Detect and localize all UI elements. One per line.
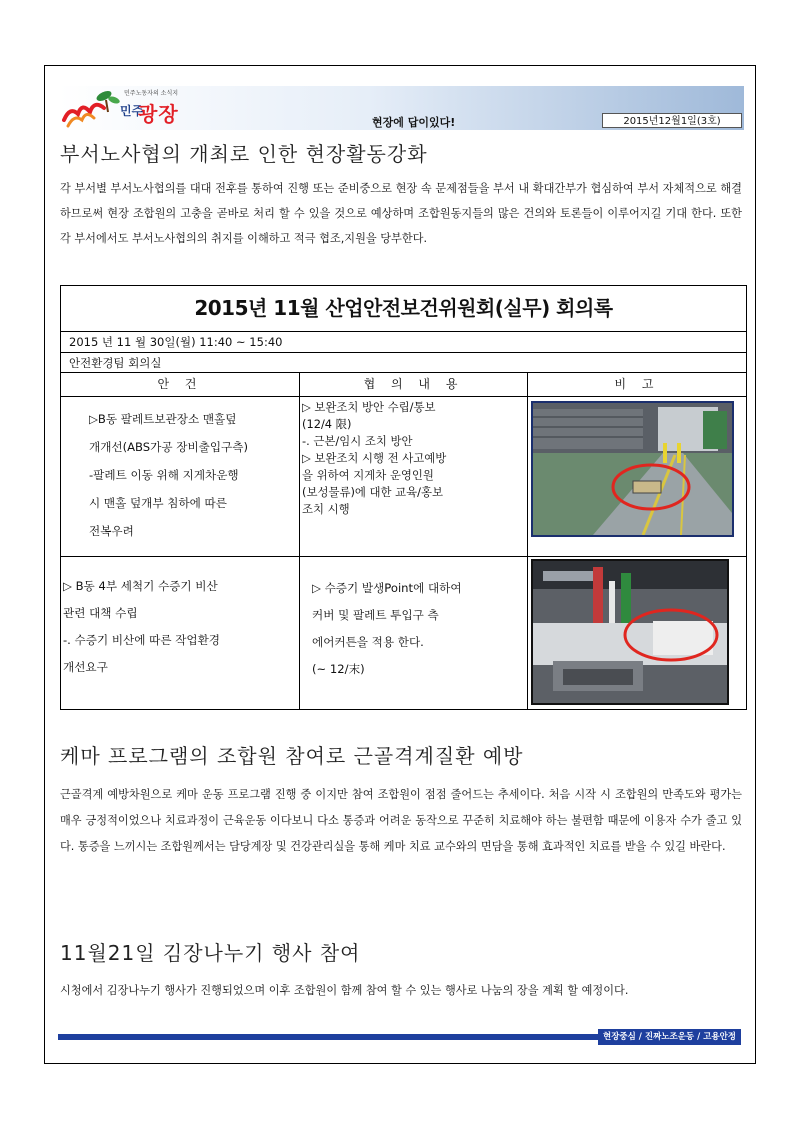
agenda-text: ▷B동 팔레트보관장소 맨홀덮 개개선(ABS가공 장비출입구측) -팔레트 이동 위해 지게차운행 시 맨홀 덮개부 침하에 따른 전복우려 — [89, 412, 248, 538]
footer-tag: 현장중심 / 진짜노조운동 / 고용안정 — [598, 1029, 741, 1045]
content-text: ▷ 수증기 발생Point에 대하여 커버 및 팔레트 투입구 측 에어커튼을 적용 한다. (~ 12/末) — [312, 581, 462, 676]
washer-photo — [531, 559, 729, 705]
agenda-cell — [61, 397, 300, 556]
section3-title: 11월21일 김장나누기 행사 참여 — [60, 941, 361, 965]
section1-title: 부서노사협의 개최로 인한 현장활동강화 — [60, 142, 428, 166]
meeting-title: 2015년 11월 산업안전보건위원회(실무) 회의록 — [61, 286, 746, 332]
col-header-content: 협 의 내 용 — [300, 373, 528, 396]
content-text: ▷ 보완조치 방안 수립/통보 (12/4 限) -. 근본/임시 조치 방안 ▷ 보완조치 시행 전 사고예방 을 위하여 지게차 운영인원 (보성물류)에 대한 교육/홍보 조치 시행 — [302, 400, 447, 516]
brand-subtitle: 민주노동자의 소식지 — [124, 90, 179, 97]
content-cell — [300, 397, 528, 556]
meeting-place-row — [61, 353, 746, 373]
manhole-photo — [531, 401, 734, 537]
col-header-agenda: 안 건 — [61, 373, 300, 396]
warehouse-floor-image — [533, 403, 732, 535]
col-header-note: 비 고 — [614, 377, 660, 391]
agenda-text: ▷ B동 4부 세척기 수증기 비산 관련 대책 수립 -. 수증기 비산에 따른 작업환경 개선요구 — [63, 579, 221, 674]
meeting-place: 안전환경팀 회의실 — [69, 356, 162, 370]
washing-machine-image — [533, 561, 727, 703]
brand-name: 광장 — [138, 102, 179, 126]
meeting-datetime-row — [61, 331, 746, 353]
table-row — [61, 557, 746, 709]
brand-logo-icon — [60, 86, 122, 130]
table-row — [61, 397, 746, 557]
agenda-cell — [61, 557, 300, 709]
newsletter-header — [58, 86, 744, 130]
section2-title: 케마 프로그램의 조합원 참여로 근골격계질환 예방 — [60, 744, 524, 768]
meeting-minutes-table — [60, 285, 747, 710]
content-cell — [300, 557, 528, 709]
section2-body: 근골격계 예방차원으로 케마 운동 프로그램 진행 중 이지만 참여 조합원이 점점 줄어드는 추세이다. 처음 시작 시 조합원의 만족도와 평가는 매우 긍정적이었으나 치료과정이 근육운동 이다보니 다소 통증과 어려운 동작으로 꾸준히 치료해야 하는 불편함 때문에 이용자 수가 줄고 있다. 통증을 느끼시는 조합원께서는 담당계장 및 건강관리실을 통해 케마 치료 교수와의 면담을 통해 효과적인 치료를 받을 수 있길 바란다. — [60, 788, 742, 853]
section1-body: 각 부서별 부서노사협의를 대대 전후를 통하여 진행 또는 준비중으로 현장 속 문제점들을 부서 내 확대간부가 협심하여 부서 자체적으로 해결 하므로써 현장 조합원의 고충을 곧바로 처리 할 수 있을 것으로 예상하며 조합원동지들의 많은 건의와 토론들이 이루어지길 기대 한다. 또한 각 부서에서도 부서노사협의의 취지를 이해하고 적극 협조,지원을 당부한다. — [60, 182, 742, 245]
brand-prefix: 민주 — [120, 104, 144, 118]
header-slogan: 현장에 답이있다! — [372, 116, 456, 129]
newsletter-logo — [60, 86, 230, 130]
note-cell — [528, 397, 746, 556]
note-cell — [528, 557, 746, 709]
section3-body: 시청에서 김장나누기 행사가 진행되었으며 이후 조합원이 함께 참여 할 수 있는 행사로 나눔의 장을 계획 할 예정이다. — [60, 984, 629, 997]
table-header-row — [61, 373, 746, 397]
issue-date: 2015년12월1일(3호) — [602, 113, 742, 128]
meeting-datetime: 2015 년 11 월 30일(월) 11:40 ~ 15:40 — [69, 335, 283, 349]
